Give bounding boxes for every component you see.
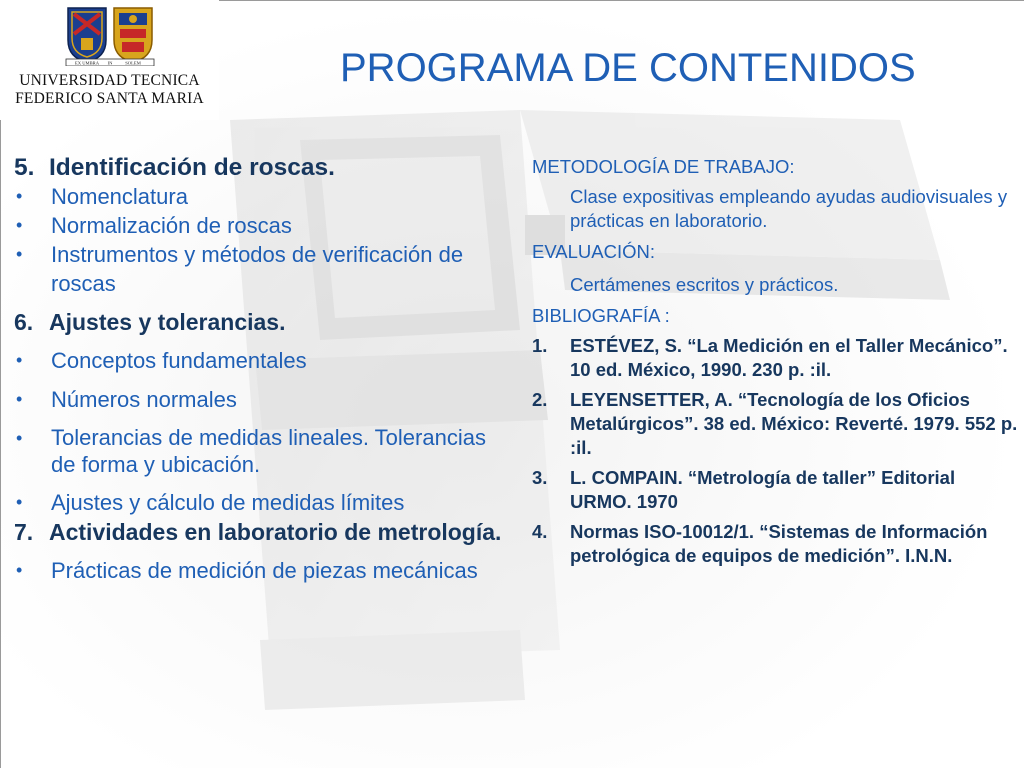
list-item bbox=[14, 424, 509, 478]
section-title: Identificación de roscas. bbox=[49, 154, 335, 181]
bibliography-number: 3. bbox=[532, 467, 548, 488]
list-item-text: Prácticas de medición de piezas mecánicas bbox=[51, 558, 478, 583]
bibliography-text: LEYENSETTER, A. “Tecnología de los Oficios Metalúrgicos”. 38 ed. México: Reverté. 1979. 552 p. :il. bbox=[570, 389, 1018, 458]
bullet-icon: • bbox=[16, 215, 23, 235]
bibliografia-label: BIBLIOGRAFÍA : bbox=[532, 305, 670, 326]
section-heading-7 bbox=[14, 518, 509, 546]
section-heading-6 bbox=[14, 308, 509, 336]
university-name-line1: UNIVERSIDAD TECNICA bbox=[19, 72, 200, 89]
list-item bbox=[14, 240, 509, 298]
list-item-text: Nomenclatura bbox=[51, 184, 188, 209]
motto-right: SOLEM bbox=[125, 60, 141, 66]
evaluacion-text: Certámenes escritos y prácticos. bbox=[570, 274, 839, 295]
bibliography-text: L. COMPAIN. “Metrología de taller” Editorial URMO. 1970 bbox=[570, 467, 956, 512]
bullet-icon: • bbox=[16, 186, 23, 206]
bullet-icon: • bbox=[16, 428, 23, 448]
section-title: Ajustes y tolerancias. bbox=[49, 309, 286, 335]
content-right-column bbox=[532, 154, 1020, 568]
list-item-text: Normalización de roscas bbox=[51, 213, 292, 238]
section-title: Actividades en laboratorio de metrología. bbox=[49, 519, 502, 545]
section-number: 7. bbox=[14, 519, 34, 545]
content-left-column bbox=[14, 154, 509, 585]
bullet-icon: • bbox=[16, 560, 23, 580]
motto-left: EX UMBRA bbox=[74, 60, 100, 66]
bibliography-number: 4. bbox=[532, 521, 548, 542]
bibliography-number: 2. bbox=[532, 389, 548, 410]
list-item bbox=[14, 556, 509, 585]
list-item-text: Ajustes y cálculo de medidas límites bbox=[51, 490, 405, 515]
slide-title: PROGRAMA DE CONTENIDOS bbox=[340, 46, 916, 90]
section-heading-5 bbox=[14, 154, 509, 182]
list-item bbox=[14, 211, 509, 240]
bibliography-text: ESTÉVEZ, S. “La Medición en el Taller Mecánico”. 10 ed. México, 1990. 230 p. :il. bbox=[570, 335, 1008, 380]
bullet-icon: • bbox=[16, 389, 23, 409]
bullet-icon: • bbox=[16, 350, 23, 370]
list-item-text: Números normales bbox=[51, 387, 237, 412]
list-item bbox=[14, 385, 509, 414]
list-item-text: Tolerancias de medidas lineales. Tolerancias de forma y ubicación. bbox=[51, 425, 486, 477]
list-item bbox=[14, 488, 509, 517]
section-number: 6. bbox=[14, 309, 34, 335]
metodologia-label: METODOLOGÍA DE TRABAJO: bbox=[532, 156, 795, 177]
bibliography-item bbox=[532, 520, 1020, 568]
bibliography-item bbox=[532, 466, 1020, 514]
list-item bbox=[14, 346, 509, 375]
section-number: 5. bbox=[14, 154, 35, 181]
university-crest-icon bbox=[64, 4, 156, 66]
evaluacion-label: EVALUACIÓN: bbox=[532, 241, 656, 262]
bibliography-item bbox=[532, 388, 1020, 460]
bibliography-text: Normas ISO-10012/1. “Sistemas de Información petrológica de equipos de medición”. I.N.N. bbox=[570, 521, 988, 566]
metodologia-text: Clase expositivas empleando ayudas audiovisuales y prácticas en laboratorio. bbox=[570, 186, 1008, 231]
bullet-icon: • bbox=[16, 492, 23, 512]
university-logo bbox=[0, 0, 219, 120]
slide-border-top bbox=[219, 0, 1024, 1]
bullet-icon: • bbox=[16, 244, 23, 264]
list-item bbox=[14, 182, 509, 211]
list-item-text: Instrumentos y métodos de verificación de roscas bbox=[51, 242, 464, 296]
list-item-text: Conceptos fundamentales bbox=[51, 348, 307, 373]
bibliography-number: 1. bbox=[532, 335, 548, 356]
university-name-line2: FEDERICO SANTA MARIA bbox=[15, 90, 204, 107]
bibliography-item bbox=[532, 334, 1020, 382]
motto-mid: IN bbox=[107, 60, 113, 66]
